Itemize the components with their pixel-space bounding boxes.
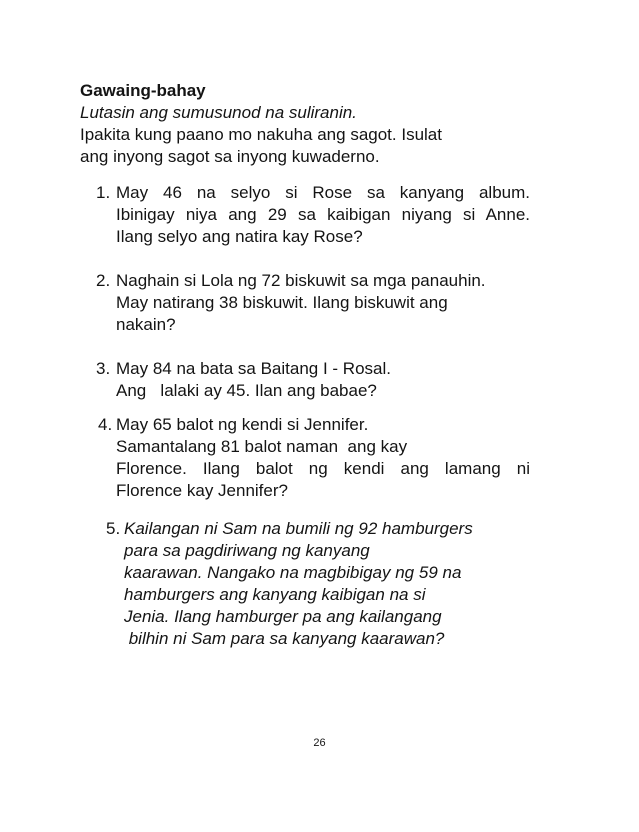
problem-number: 1. bbox=[96, 183, 111, 202]
problem-line: Ilang selyo ang natira kay Rose? bbox=[116, 227, 363, 246]
problem-text bbox=[116, 358, 536, 402]
problem-line: Ibinigay niya ang 29 sa kaibigan niyang si Anne. bbox=[116, 205, 530, 224]
problem-number: 5. bbox=[106, 519, 121, 538]
problem-text bbox=[124, 518, 544, 650]
intro-line-3: ang inyong sagot sa inyong kuwaderno. bbox=[80, 147, 380, 166]
problem-number: 3. bbox=[96, 359, 111, 378]
intro-line-2: Ipakita kung paano mo nakuha ang sagot. Isulat bbox=[80, 125, 442, 144]
problem-line: Kailangan ni Sam na bumili ng 92 hamburgers bbox=[124, 519, 473, 538]
problem-line: May natirang 38 biskuwit. Ilang biskuwit ang bbox=[116, 293, 448, 312]
problem-line: May 46 na selyo si Rose sa kanyang album. bbox=[116, 183, 530, 202]
problem-line: bilhin ni Sam para sa kanyang kaarawan? bbox=[124, 629, 445, 648]
problem-line: May 65 balot ng kendi si Jennifer. bbox=[116, 415, 369, 434]
problem-line: para sa pagdiriwang ng kanyang bbox=[124, 541, 370, 560]
page-number: 26 bbox=[313, 737, 326, 749]
problem-line: Florence. Ilang balot ng kendi ang lamang ni bbox=[116, 459, 530, 478]
problem-line: hamburgers ang kanyang kaibigan na si bbox=[124, 585, 426, 604]
problem-line: nakain? bbox=[116, 315, 176, 334]
page-heading: Gawaing-bahay bbox=[80, 81, 206, 100]
problem-line: Florence kay Jennifer? bbox=[116, 481, 288, 500]
problem-line: Jenia. Ilang hamburger pa ang kailangang bbox=[124, 607, 442, 626]
problem-text bbox=[116, 414, 530, 502]
problem-line: kaarawan. Nangako na magbibigay ng 59 na bbox=[124, 563, 462, 582]
problem-number: 2. bbox=[96, 271, 111, 290]
intro-line-1: Lutasin ang sumusunod na suliranin. bbox=[80, 103, 357, 122]
problem-text bbox=[116, 270, 536, 336]
problem-line: Ang lalaki ay 45. Ilan ang babae? bbox=[116, 381, 377, 400]
problem-number: 4. bbox=[98, 415, 113, 434]
problem-line: Naghain si Lola ng 72 biskuwit sa mga panauhin. bbox=[116, 271, 486, 290]
problem-line: May 84 na bata sa Baitang I - Rosal. bbox=[116, 359, 391, 378]
problem-line: Samantalang 81 balot naman ang kay bbox=[116, 437, 408, 456]
problem-text bbox=[116, 182, 530, 248]
